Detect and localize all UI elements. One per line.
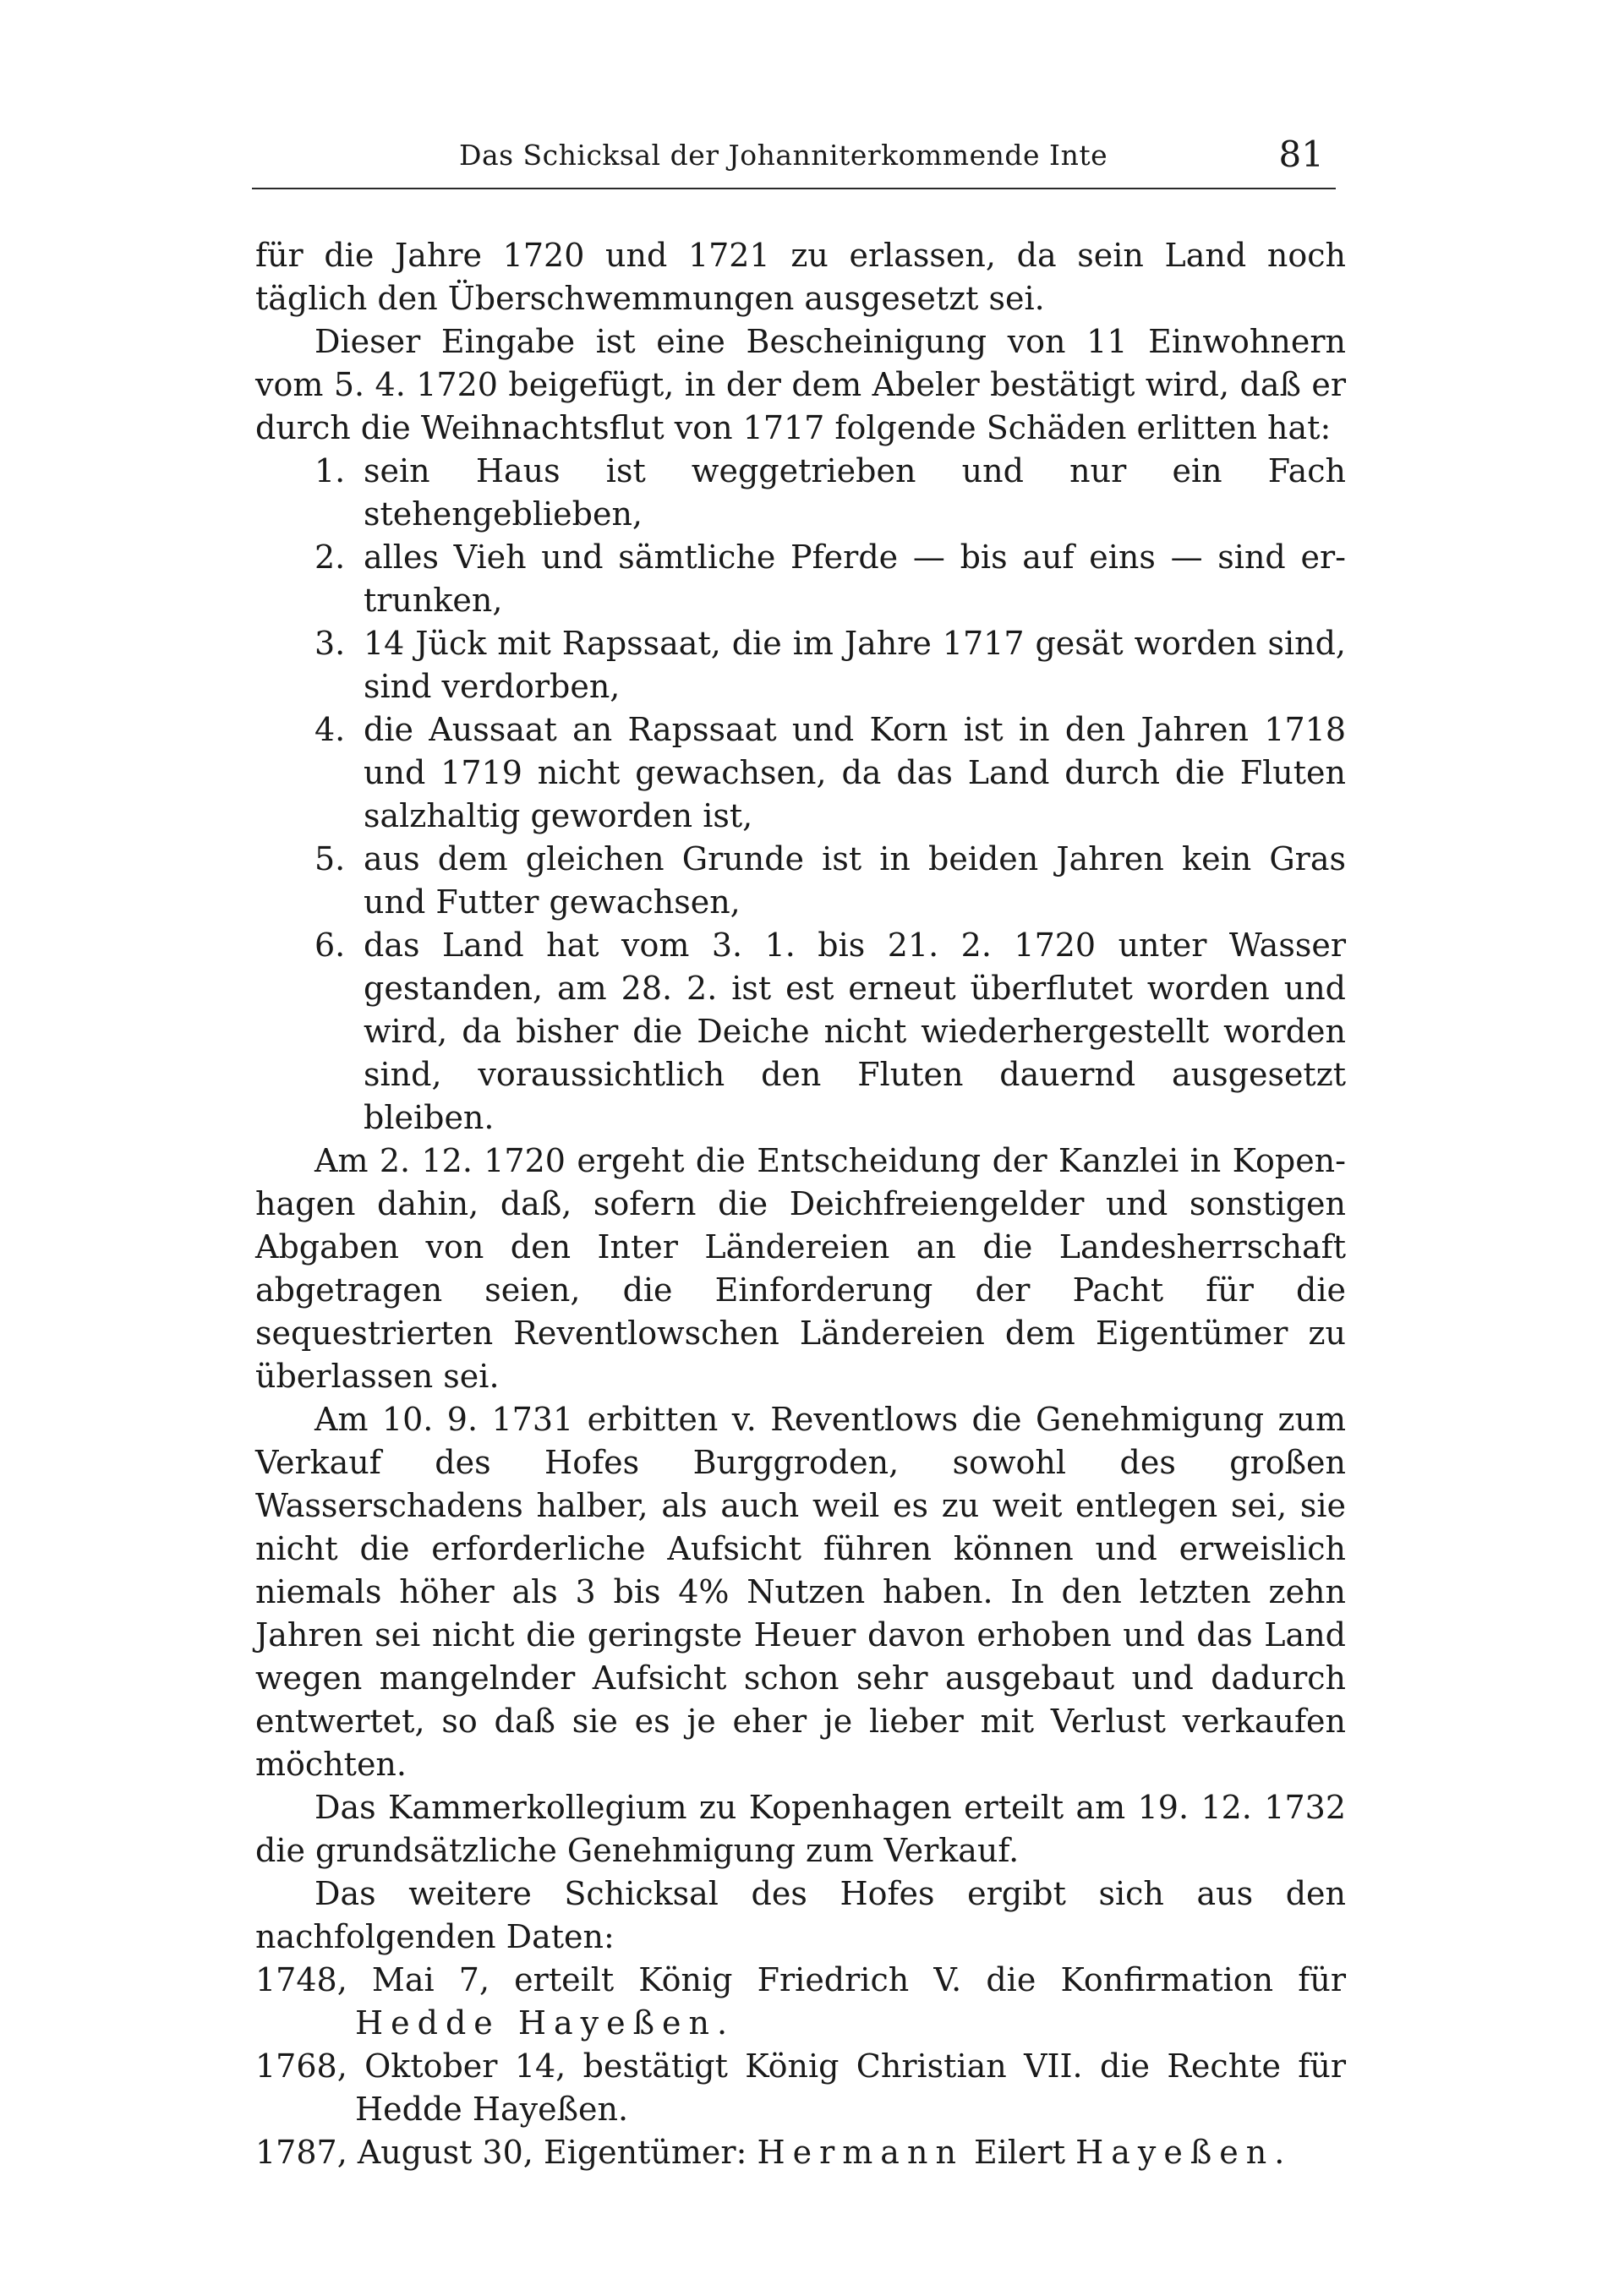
chronology-entry xyxy=(255,2131,1346,2174)
list-item xyxy=(314,924,1346,1140)
entry-name: Hedde Hayeßen. xyxy=(355,2004,736,2042)
paragraph-eingabe: Dieser Eingabe ist eine Bescheinigung von 11 Einwohnern vom 5. 4. 1720 beigefügt, in der dem Abeler bestätigt wird, daß er durch die Weihnachtsflut von 1717 folgende Schäden erlitten hat: xyxy=(255,323,1346,446)
page-number: 81 xyxy=(1278,134,1324,175)
list-item xyxy=(314,838,1346,924)
page-body xyxy=(255,234,1346,2174)
list-item-text: alles Vieh und sämtliche Pferde — bis auf eins — sind ertrunken, xyxy=(364,538,1346,619)
entry-text: erteilt König Friedrich V. die Konfirmation für xyxy=(514,1961,1346,1998)
entry-date: 1748, Mai 7, xyxy=(255,1961,490,1998)
entry-name-middle: Eilert xyxy=(974,2134,1065,2171)
list-item-text: sein Haus ist weggetrieben und nur ein Fach stehengeblieben, xyxy=(364,452,1346,533)
list-item xyxy=(314,622,1346,708)
list-item-number: 3. xyxy=(314,625,346,662)
paragraph-kanzlei: Am 2. 12. 1720 ergeht die Entscheidung der Kanzlei in Kopenhagen dahin, daß, sofern die Deichfreiengelder und sonstigen Abgaben von den Inter Ländereien an die Landesherrschaft abgetragen seien, die Einforderung der Pacht für die sequestrierten Reventlowschen Ländereien dem Eigentümer zu überlassen sei. xyxy=(255,1142,1346,1395)
chronology-entry xyxy=(255,2045,1346,2131)
damage-list xyxy=(255,450,1346,1140)
list-item-number: 5. xyxy=(314,840,346,877)
list-item-text: aus dem gleichen Grunde ist in beiden Jahren kein Gras und Futter gewachsen, xyxy=(364,840,1346,921)
list-item xyxy=(314,708,1346,838)
list-item xyxy=(314,536,1346,622)
paragraph-kammerkollegium: Das Kammerkollegium zu Kopenhagen erteilt am 19. 12. 1732 die grundsätzliche Genehmigung zum Verkauf. xyxy=(255,1789,1346,1869)
list-item-text: die Aussaat an Rapssaat und Korn ist in den Jahren 1718 und 1719 nicht gewachsen, da das Land durch die Fluten salzhaltig geworden ist, xyxy=(364,711,1346,834)
list-item-number: 4. xyxy=(314,711,346,748)
entry-name-first: Hermann xyxy=(757,2134,964,2171)
entry-text: Eigentümer: xyxy=(543,2134,747,2171)
paragraph-continuation: für die Jahre 1720 und 1721 zu erlassen, da sein Land noch täglich den Überschwemmungen ausgesetzt sei. xyxy=(255,237,1346,317)
entry-text: bestätigt König Christian VII. die Rechte für Hedde Hayeßen. xyxy=(355,2047,1346,2128)
chronology-entry xyxy=(255,1959,1346,2045)
paragraph-verkauf: Am 10. 9. 1731 erbitten v. Reventlows die Genehmigung zum Verkauf des Hofes Burggroden, sowohl des großen Wasserschadens halber, als auch weil es zu weit entlegen sei, sie nicht die erforderliche Aufsicht führen können und erweislich niemals höher als 3 bis 4% Nutzen haben. In den letzten zehn Jahren sei nicht die geringste Heuer davon erhoben und das Land wegen mangelnder Aufsicht schon sehr ausgebaut und dadurch entwertet, so daß sie es je eher je lieber mit Verlust verkaufen möchten. xyxy=(255,1401,1346,1783)
list-item-number: 6. xyxy=(314,927,346,964)
list-item xyxy=(314,450,1346,536)
list-item-text: 14 Jück mit Rapssaat, die im Jahre 1717 gesät worden sind, sind verdorben, xyxy=(364,625,1346,705)
list-item-text: das Land hat vom 3. 1. bis 21. 2. 1720 unter Wasser gestanden, am 28. 2. ist est erneut überflutet worden und wird, da bisher die Deiche nicht wiederhergestellt worden sind, voraussichtlich den Fluten dauernd ausgesetzt bleiben. xyxy=(364,927,1346,1136)
entry-name-last: Hayeßen. xyxy=(1075,2134,1293,2171)
page-header xyxy=(252,134,1336,193)
running-head: Das Schicksal der Johanniterkommende Inte xyxy=(459,139,1108,172)
chronology-list xyxy=(255,1959,1346,2174)
entry-date: 1768, Oktober 14, xyxy=(255,2047,566,2085)
list-item-number: 1. xyxy=(314,452,346,489)
paragraph-daten: Das weitere Schicksal des Hofes ergibt sich aus den nachfolgenden Daten: xyxy=(255,1875,1346,1955)
list-item-number: 2. xyxy=(314,538,346,576)
header-rule xyxy=(252,188,1336,189)
entry-date: 1787, August 30, xyxy=(255,2134,533,2171)
